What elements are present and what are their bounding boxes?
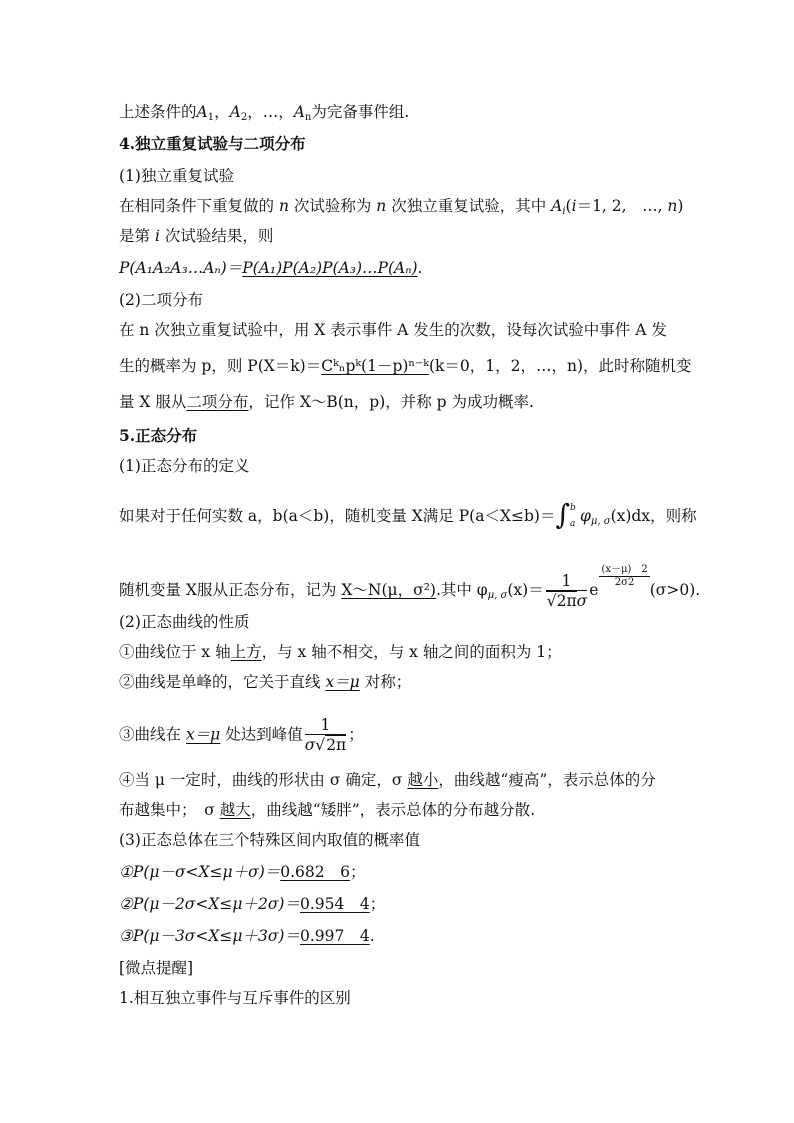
section-5-heading: 5.正态分布 (119, 426, 198, 445)
tip-heading: [微点提醒] (119, 959, 194, 977)
normal-definition-line2: 随机变量 X服从正态分布，记为 X～N(μ，σ²).其中 $\varphi_{\mu, \sigma}(x)=$ $\frac{1}{√2\pi\sigma}$ e $\frac{(x-\mu) 2}{2\sigma 2}$ (σ>0). (119, 564, 701, 610)
binomial-term: 二项分布 (186, 393, 249, 411)
integral-sign: ∫ (555, 498, 571, 531)
normal-definition-line1: 如果对于任何实数 a，b(a＜b)，随机变量 X满足 P(a＜X≤b)＝∫ b a $\varphi_{\mu, \sigma}(x)dx$，则称 (119, 498, 697, 531)
curve-property-4-line2: 布越集中； σ 越大，曲线越“矮胖”，表示总体的分布越分散. (119, 801, 536, 819)
density-exponent: $\frac{(x-\mu) 2}{2\sigma 2}$ (601, 564, 648, 588)
complete-event-group-line: 上述条件的$A_1$，$A_2$，…，$A_n$为完备事件组. (119, 103, 410, 123)
density-coefficient-fraction: $\frac{1}{√2\pi\sigma}$ (546, 571, 588, 610)
section-4-heading: 4.独立重复试验与二项分布 (119, 134, 306, 153)
curve-property-2: ②曲线是单峰的，它关于直线 x＝μ 对称； (119, 673, 412, 691)
curve-property-3: ③曲线在 x＝μ 处达到峰值 $\frac{1}{\sigma√2\pi}$ ； (119, 716, 364, 754)
interval-probability-3: ③P(μ－3σ<X≤μ＋3σ)＝0.997 4. (119, 927, 375, 945)
binomial-line1: 在 n 次独立重复试验中，用 X 表示事件 A 发生的次数，设每次试验中事件 A 发 (119, 321, 667, 339)
subsection-independent-trials-heading: (1)独立重复试验 (119, 167, 234, 185)
subsection-binomial-heading: (2)二项分布 (119, 291, 203, 309)
interval-probability-2: ②P(μ－2σ<X≤μ＋2σ)＝0.954 4； (119, 895, 386, 913)
binomial-formula: Cᵏₙpᵏ(1－p)ⁿ⁻ᵏ (321, 357, 429, 375)
binomial-line2: 生的概率为 p，则 P(X＝k)＝Cᵏₙpᵏ(1－p)ⁿ⁻ᵏ(k＝0，1，2，…，n)，此时称随机变 (119, 357, 692, 375)
normal-notation: X～N(μ，σ²) (341, 581, 436, 599)
subsection-interval-probabilities-heading: (3)正态总体在三个特殊区间内取值的概率值 (119, 831, 420, 849)
subsection-normal-definition-heading: (1)正态分布的定义 (119, 457, 250, 475)
interval-probability-1: ①P(μ－σ<X≤μ＋σ)＝0.682 6； (119, 863, 366, 881)
tip-item-1: 1.相互独立事件与互斥事件的区别 (119, 989, 351, 1007)
curve-property-4-line1: ④当 μ 一定时，曲线的形状由 σ 确定，σ 越小，曲线越“瘦高”，表示总体的分 (119, 771, 656, 789)
independent-trials-formula: P(A₁A₂A₃…Aₙ)＝P(A₁)P(A₂)P(A₃)…P(Aₙ). (119, 259, 423, 277)
subsection-curve-properties-heading: (2)正态曲线的性质 (119, 613, 250, 631)
binomial-line3: 量 X 服从二项分布，记作 X～B(n，p)，并称 p 为成功概率. (119, 393, 534, 411)
product-of-probabilities: P(A₁)P(A₂)P(A₃)…P(Aₙ) (242, 259, 418, 277)
peak-value-fraction: $\frac{1}{\sigma√2\pi}$ (304, 716, 347, 754)
independent-trials-definition-line2: 是第 i 次试验结果，则 (119, 227, 274, 245)
independent-trials-definition-line1: 在相同条件下重复做的 n 次试验称为 n 次独立重复试验，其中 $A_i(i=1$, 2, …, n) (119, 197, 684, 217)
curve-property-1: ①曲线位于 x 轴上方，与 x 轴不相交，与 x 轴之间的面积为 1； (119, 643, 562, 661)
